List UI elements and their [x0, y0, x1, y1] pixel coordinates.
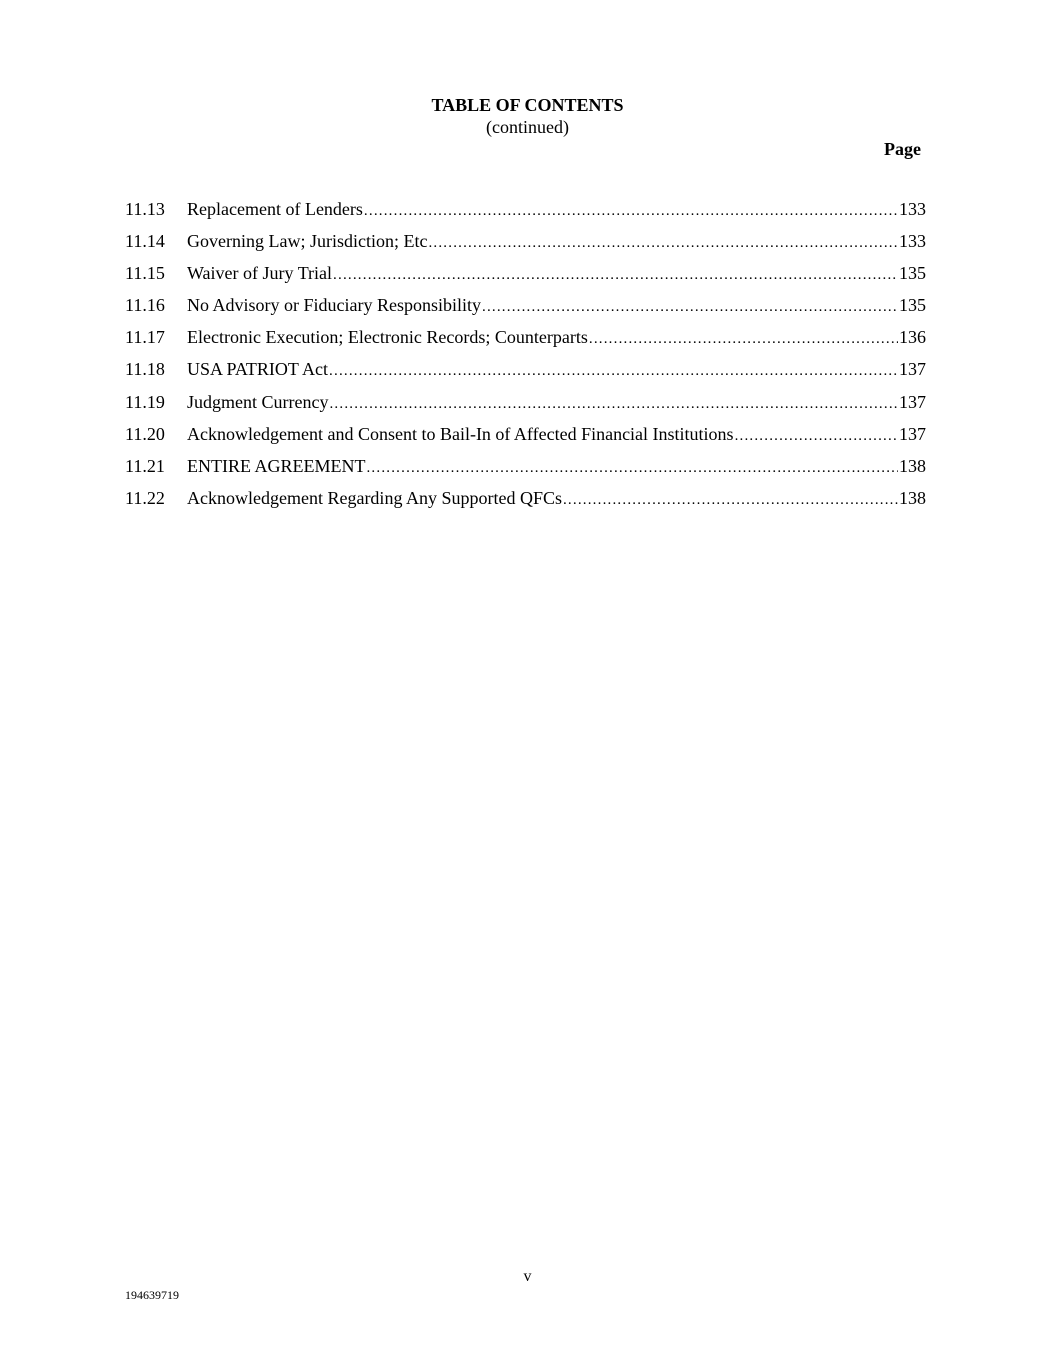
- section-title: USA PATRIOT Act: [187, 359, 329, 380]
- section-title: Replacement of Lenders: [187, 199, 363, 219]
- toc-entry[interactable]: [125, 230, 926, 262]
- toc-entry[interactable]: [125, 391, 926, 423]
- toc-entry[interactable]: [125, 198, 926, 230]
- section-number: 11.21: [125, 455, 165, 476]
- section-title: ENTIRE AGREEMENT: [187, 455, 366, 476]
- section-title: Acknowledgement and Consent to Bail-In of Affected Financial Institutions: [187, 423, 734, 444]
- page-number: 136: [899, 327, 926, 348]
- dot-leader: [428, 232, 898, 254]
- document-id: 194639719: [125, 1288, 179, 1302]
- dot-leader: [735, 425, 898, 447]
- section-number: 11.22: [125, 487, 165, 508]
- dot-leader: [364, 200, 898, 222]
- dot-leader: [563, 489, 898, 511]
- page-number: 138: [899, 487, 926, 508]
- dot-leader: [589, 328, 898, 350]
- section-number: 11.20: [125, 423, 165, 444]
- section-number: 11.15: [125, 263, 165, 284]
- footer-page-number: v: [523, 1268, 532, 1285]
- section-title: Governing Law; Jurisdiction; Etc: [187, 231, 428, 252]
- section-number: 11.16: [125, 295, 165, 316]
- dot-leader: [482, 296, 898, 318]
- toc-list: [125, 198, 926, 519]
- toc-entry[interactable]: [125, 358, 926, 390]
- page-number: 133: [899, 231, 926, 252]
- section-title: Waiver of Jury Trial: [187, 263, 333, 284]
- toc-entry[interactable]: [125, 487, 926, 519]
- dot-leader: [366, 457, 898, 479]
- toc-entry[interactable]: [125, 326, 926, 358]
- toc-entry[interactable]: [125, 262, 926, 294]
- page-column-header: Page: [884, 139, 921, 159]
- section-title: Judgment Currency: [187, 391, 329, 412]
- page-number: 138: [899, 455, 926, 476]
- page-number: 137: [899, 391, 926, 412]
- section-number: 11.17: [125, 327, 165, 348]
- dot-leader: [333, 264, 898, 286]
- section-number: 11.18: [125, 359, 165, 380]
- page-number: 133: [899, 199, 926, 219]
- toc-entry[interactable]: [125, 294, 926, 326]
- section-title: Acknowledgement Regarding Any Supported QFCs: [187, 487, 562, 508]
- toc-entry[interactable]: [125, 455, 926, 487]
- section-number: 11.19: [125, 391, 165, 412]
- toc-subtitle: (continued): [486, 117, 569, 137]
- section-title: Electronic Execution; Electronic Records; Counterparts: [187, 327, 588, 348]
- page-number: 137: [899, 359, 926, 380]
- page-number: 135: [899, 263, 926, 284]
- page-number: 137: [899, 423, 926, 444]
- toc-entry[interactable]: [125, 423, 926, 455]
- dot-leader: [329, 393, 898, 415]
- section-title: No Advisory or Fiduciary Responsibility: [187, 295, 481, 316]
- dot-leader: [329, 360, 898, 382]
- page-number: 135: [899, 295, 926, 316]
- section-number: 11.14: [125, 231, 165, 252]
- section-number: 11.13: [125, 199, 165, 219]
- toc-title: TABLE OF CONTENTS: [431, 95, 624, 115]
